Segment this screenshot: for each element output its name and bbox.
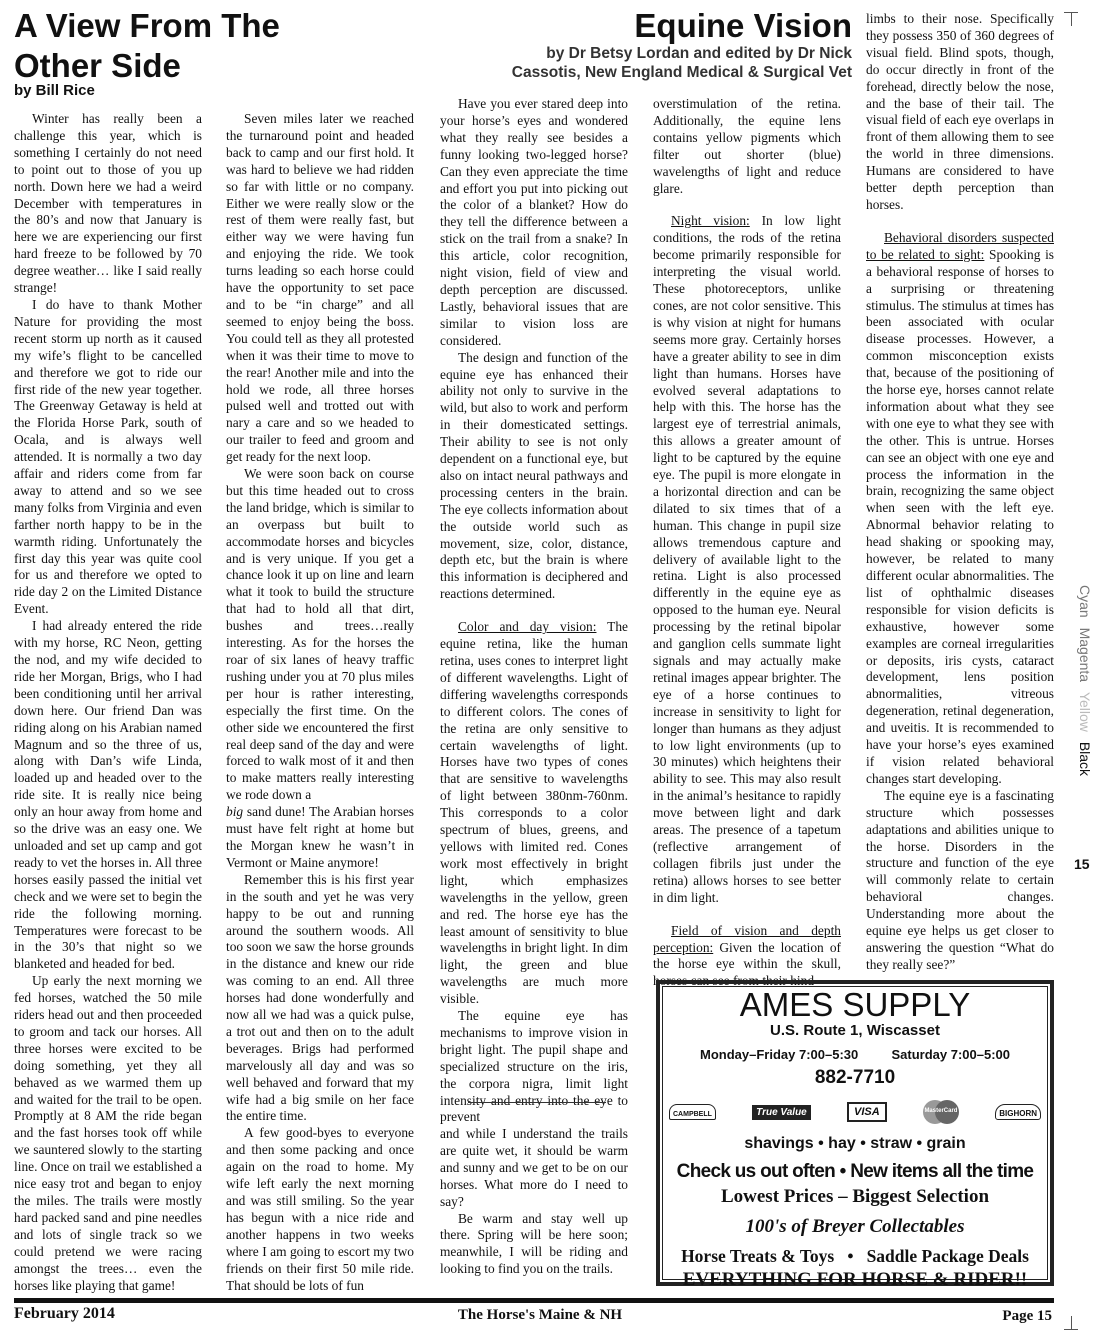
footer-page: Page 15 bbox=[1002, 1308, 1052, 1324]
color-black: Black bbox=[1077, 741, 1093, 777]
left-article-byline: by Bill Rice bbox=[14, 82, 95, 99]
italic-big: big bbox=[226, 804, 244, 820]
paragraph: I do have to thank Mother Nature for providing the most recent storm up north as it caused my wife’s flight to be cancelled and therefore we got to ride our first ride of the new year together. The Greenway Getaway is held at the Florida Horse Park, south of Ocala, and is always well attended. It is normally a two day affair and riders come from far away to attend and so we see many folks from Virginia and even farther north happy to be in the warmth riding. Unfortunately the first day this year was quite cool for us and therefore we opted to ride day 2 on the Limited Distance Event. bbox=[14, 296, 202, 617]
text-run: sand dune! The Arabian horses must have felt right at home but the Morgan knew he wasn’t in Vermont or Maine anymore! bbox=[226, 804, 414, 870]
color-vision-heading: Color and day vision: bbox=[458, 619, 597, 635]
paragraph: limbs to their nose. Specifically they possess 350 of 360 degrees of visual field. Blind spots, though, do occur directly in front of the forehead, directly below the nose, and the base of their tail. The visual field of each eye overlaps in front of them allowing them to see the world in three dimensions. Humans are considered to have better depth perception than horses. bbox=[866, 11, 1054, 212]
ad-phone: 882-7710 bbox=[814, 1067, 896, 1088]
bighorn-logo: BIGHORN bbox=[995, 1104, 1041, 1120]
ad-treats: Horse Treats & Toys • Saddle Package Deals bbox=[681, 1246, 1029, 1266]
right-article-column-2 bbox=[653, 96, 841, 990]
text-run: The equine retina, like the human retina, uses cones to interpret light of different wavelengths. Light of differing wavelengths corresponds to different colors. The cones of the retina are only sensitive to certain wavelengths of light. Horses have two types of cones that are sensitive to wavelengths of light between 380nm-760nm. This corresponds to a color spectrum of blues, greens, and yellows with limited red. Cones work most effectively in bright light, which emphasizes wavelengths in the yellow, green and red. The horse eye has the least amount of sensitivity to blue wavelengths in bright light. In dim light, the green and blue wavelengths are much more visible. bbox=[440, 619, 628, 1007]
paragraph: I had already entered the ride with my horse, RC Neon, getting the nod, and my wife decided to ride her Morgan, Brigs, who I had been conditioning until her arrival down here. Our friend Dan was riding along on his Arabian named Magnum and so the three of us, along with Dan’s wife Linda, loaded up and headed over to the ride site. It is really nice being only an hour away from home and so the drive was an easy one. We unloaded and set up camp and got ready to vet the horses in. All three horses easily passed the initial vet check and we were set to begin the ride the following morning. Temperatures were forecast to be in the 30’s that night so we blanketed and headed for bed. bbox=[14, 618, 202, 972]
paragraph: Remember this is his first year in the south and yet he was very happy to be out and running around the southern woods. All too soon we saw the horse grounds in the distance and knew our ride was coming to an end. All three horses had done wonderfully and now all we had was a quick pulse, a trot out and then on to the adult beverages. Brigs had performed marvelously all day and was so well behaved and forward that my wife had a big smile on her face the entire time. bbox=[226, 871, 414, 1124]
text-run: In low light conditions, the rods of the retina become primarily responsible for interpreting the visual world. These photoreceptors, unlike cones, are not color sensitive. This is why vision at night for humans seems more gray. Certainly horses have a greater ability to see in dim light than humans. Horses have evolved several adaptations to help with this. The horse has the largest eye of terrestrial animals, this allows a greater amount of light to be captured by the equine eye. The pupil is more elongate in a horizontal direction and can be dilated to six times that of a human. This change in pupil size allows tremendous capture and delivery of available light to the retina. Light is also processed differently in the equine eye as opposed to the human eye. Neural processing by the retinal bipolar and ganglion cells summate light signals and may actually make retinal images appear brighter. The eye of a horse continues to increase in sensitivity to light for longer than humans as they adjust to low light environments (up to 30 minutes) which heightens their ability to see. This may also result in the animal’s hesitance to rapidly move between light and dark areas. The presence of a tapetum (reflective arrangement of collagen fibrils just under the retina) allows horses to see better in dim light. bbox=[653, 213, 841, 905]
ad-hours bbox=[663, 1046, 1047, 1064]
right-article-column-3 bbox=[866, 11, 1054, 974]
paragraph: overstimulation of the retina. Additionally, the equine lens contains yellow pigments which filter out shorter (blue) wavelengths of light and reduce glare. bbox=[653, 96, 841, 196]
footer-rule bbox=[14, 1298, 1054, 1303]
ad-breyer: 100's of Breyer Collectables bbox=[745, 1216, 965, 1237]
left-article-title bbox=[14, 6, 280, 86]
crop-mark-bottom bbox=[1064, 1316, 1078, 1330]
text-run: Given the location of the horse eye within the skull, horses can see from their hind bbox=[653, 939, 841, 989]
visa-logo: VISA bbox=[847, 1102, 887, 1122]
paragraph: Winter has really been a challenge this year, which is something I certainly do not need to point out to those of you up north. Down here we had a weird December with temperatures in the 80’s and now that January is here we are experiencing our first hard freeze to be followed by 70 degree weather… like I said really strange! bbox=[14, 111, 202, 296]
ad-prices: Lowest Prices – Biggest Selection bbox=[720, 1186, 990, 1207]
ad-hours-saturday: Saturday 7:00–5:00 bbox=[891, 1047, 1010, 1062]
paragraph: Have you ever stared deep into your horse’s eyes and wondered what they really see besides a funny looking two-legged horse? Can they even appreciate the time and effort you put into picking out the color of a blanket? How do they tell the difference between a stick on the trail from a snake? In this article, color recognition, night vision, field of view and depth perception are discussed. Lastly, behavioral issues that are similar to vision loss are considered. bbox=[440, 96, 628, 348]
paragraph bbox=[866, 230, 1054, 788]
right-article-byline bbox=[440, 44, 852, 82]
paragraph bbox=[653, 213, 841, 906]
night-vision-heading: Night vision: bbox=[671, 213, 750, 229]
paragraph: Seven miles later we reached the turnaround point and headed back to camp and our first hold. It was hard to believe we had ridden so far with little or no company. Either we were really slow or the rest of them were really fast, but either way we were having fun and enjoying the ride. We took turns leading so each horse could have the opportunity to set pace and to be “in charge” and all seemed to enjoy being the boss. You could tell as they all protested when it was their time to move to the rear! Another mile and into the hold we rode, all three horses pulsed well and trotted out with nary a care and so we headed to our trailer to feed and groom and get ready for the next loop. bbox=[226, 111, 414, 465]
left-title-line1: A View From The bbox=[14, 7, 280, 44]
right-byline-line1: by Dr Betsy Lordan and edited by Dr Nick bbox=[546, 45, 852, 62]
ad-inner-frame bbox=[662, 986, 1048, 1290]
color-magenta: Magenta bbox=[1077, 627, 1093, 683]
column-divider bbox=[468, 1102, 606, 1103]
paragraph: We were soon back on course but this time headed out to cross the land bridge, which is similar to an overpass but built to accommodate horses and bicycles and is very unique. If you get a chance look it up on line and learn what it took to build the structure that had to hold all that dirt, bushes and trees…really interesting. As for the horses the roar of six lanes of heavy traffic rushing under you at 70 plus miles per hour is rather interesting, especially the first time. On the other side we encountered the first real deep sand of the day and were forced to walk most of it and then to make matters really interesting we rode down a bbox=[226, 466, 414, 803]
paragraph: The design and function of the equine eye has enhanced their ability not only to survive in the wild, but also to work and perform in their domesticated settings. Their ability to see is not only dependent on a functional eye, but also on intact neural pathways and processing centers in the brain. The eye collects information about the outside world such as movement, size, color, distance, depth etc, but the brain is where this information is deciphered and reactions determined. bbox=[440, 349, 628, 602]
paragraph: Up early the next morning we fed horses, watched the 50 mile riders head out and then proceeded to groom and tack our horses. All three horses were excited to be doing something, yet they all behaved as we warmed them up and waited for the trail to be open. Promptly at 8 AM the ride began and the fast horses took off while we sauntered slowly to the starting line. Once on trail we established a nice easy trot and began to enjoy the miles. The trails were mostly hard packed sand and pine needles and lots of single track so we could pretend we were racing amongst the trees… even the horses like playing that game! bbox=[14, 973, 202, 1293]
text-run: Spooking is a behavioral response of horses to a surprising or threatening stimulus. The stimulus at times has been associated with ocular disease processes. However, a common misconception exists that, because of the positioning of the horse eye, horses cannot relate information about what they see with one eye to what they see with the other. This is untrue. Horses can see an object with one eye and process the information in the brain, recognizing the same object when seen with the left eye. Abnormal behavior relating to head shaking or spooking may, however, be related to many different ocular abnormalities. The list of ophthalmic diseases responsible for vision deficits is exhaustive, however some examples are corneal irregularities or deposits, iris cysts, cataract development, lens position abnormalities, vitreous degeneration, retinal degeneration, and uveitis. It is recommended to have your horse’s eyes examined if vision related behavioral changes start developing. bbox=[866, 246, 1054, 786]
campbell-logo: CAMPBELL bbox=[669, 1104, 716, 1120]
right-byline-line2: Cassotis, New England Medical & Surgical Vet bbox=[511, 64, 852, 81]
footer-date: February 2014 bbox=[14, 1305, 115, 1322]
color-registration-marks bbox=[1077, 585, 1097, 775]
paragraph: Be warm and stay well up there. Spring will be here soon; meanwhile, I will be riding and looking to find you on the trails. bbox=[440, 1210, 628, 1277]
left-article-column-1 bbox=[14, 111, 202, 1294]
ad-everything: EVERYTHING FOR HORSE & RIDER!! bbox=[682, 1269, 1028, 1290]
paragraph: The equine eye has mechanisms to improve vision in bright light. The pupil shape and specialized structure on the iris, the corpora nigra, limit light intensity and entry into the eye to prevent bbox=[440, 1008, 628, 1125]
color-cyan: Cyan bbox=[1077, 585, 1093, 618]
left-article-column-2 bbox=[226, 111, 414, 1294]
margin-page-number: 15 bbox=[1074, 856, 1090, 872]
footer-publication: The Horse's Maine & NH bbox=[457, 1307, 623, 1323]
crop-mark-top bbox=[1064, 12, 1078, 26]
behavioral-disorders-heading: Behavioral disorders suspected to be related to sight: bbox=[866, 229, 1054, 262]
ad-tagline: Check us out often • New items all the time bbox=[676, 1161, 1034, 1182]
paragraph: A few good-byes to everyone and then some packing and once again on the road to home. My wife left early the next morning and was still smiling. So the year has begun with a nice ride and another happens in two weeks where I am going to escort my two friends on their first 50 mile ride. That should be lots of fun bbox=[226, 1125, 414, 1293]
ames-supply-ad bbox=[656, 980, 1054, 1290]
right-article-title: Equine Vision bbox=[634, 7, 852, 44]
ad-logos-row bbox=[663, 1095, 1047, 1129]
paragraph bbox=[440, 619, 628, 1008]
ad-hours-weekday: Monday–Friday 7:00–5:30 bbox=[700, 1047, 859, 1062]
paragraph: and while I understand the trails are quite wet, it should be warm and sunny and we get to be on our horses. What more do I need to say? bbox=[440, 1126, 628, 1209]
true-value-logo: True Value bbox=[752, 1105, 811, 1120]
paragraph bbox=[226, 804, 414, 872]
left-title-line2: Other Side bbox=[14, 47, 181, 84]
right-article-column-1 bbox=[440, 96, 628, 1126]
ad-store-name: AMES SUPPLY bbox=[739, 986, 971, 1023]
field-of-vision-heading: Field of vision and depth perception: bbox=[653, 922, 841, 955]
paragraph: The equine eye is a fascinating structure which possesses adaptations and abilities unique to the horse. Disorders in the structure and function of the eye will commonly relate to certain behavioral changes. Understanding more about the equine eye helps us get closer to answering the question “What do they really see?” bbox=[866, 787, 1054, 972]
mastercard-logo bbox=[923, 1100, 959, 1124]
color-yellow: Yellow bbox=[1077, 691, 1093, 732]
left-article-continuation bbox=[440, 1126, 628, 1278]
ad-address: U.S. Route 1, Wiscasset bbox=[770, 1022, 940, 1039]
mastercard-label: MasterCard bbox=[924, 1108, 958, 1114]
ad-products: shavings • hay • straw • grain bbox=[744, 1135, 966, 1152]
